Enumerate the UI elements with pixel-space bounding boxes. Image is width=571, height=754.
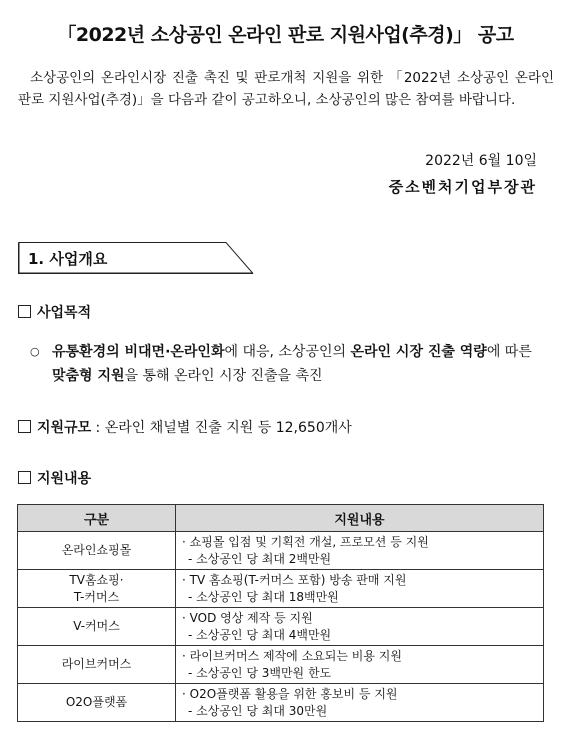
row-category: 온라인쇼핑몰: [18, 532, 176, 570]
header-content: 지원내용: [176, 505, 544, 532]
table-header-row: [18, 505, 544, 532]
checkbox-square-icon: [18, 305, 31, 318]
checkbox-square-icon: [18, 471, 31, 484]
support-table: [17, 504, 544, 722]
scale-heading: 지원규모 : 온라인 채널별 진출 지원 등 12,650개사: [18, 417, 352, 437]
table-row: [18, 532, 544, 570]
announcement-date: 2022년 6월 10일: [425, 153, 537, 169]
table-row: [18, 646, 544, 684]
row-description: · O2O플랫폼 활용을 위한 홍보비 등 지원 - 소상공인 당 최대 30만원: [176, 684, 544, 722]
row-description: · 쇼핑몰 입점 및 기획전 개설, 프로모션 등 지원 - 소상공인 당 최대 2백만원: [176, 532, 544, 570]
row-category: V-커머스: [18, 608, 176, 646]
row-description: · 라이브커머스 제작에 소요되는 비용 지원 - 소상공인 당 3백만원 한도: [176, 646, 544, 684]
scale-text: : 온라인 채널별 진출 지원 등 12,650개사: [91, 420, 352, 436]
checkbox-square-icon: [18, 420, 31, 433]
purpose-bullet: ○ 유통환경의 비대면·온라인화에 대응, 소상공인의 온라인 시장 진출 역량에 따른 맞춤형 지원을 통해 온라인 시장 진출을 촉진: [30, 340, 550, 388]
header-category: 구분: [18, 505, 176, 532]
page-title: 「2022년 소상공인 온라인 판로 지원사업(추경)」 공고: [57, 24, 514, 46]
intro-paragraph: 소상공인의 온라인시장 진출 촉진 및 판로개척 지원을 위한 「2022년 소상공인 온라인 판로 지원사업(추경)」을 다음과 같이 공고하오니, 소상공인의 많은 참여를 바랍니다.: [18, 70, 554, 108]
row-description: · VOD 영상 제작 등 지원 - 소상공인 당 최대 4백만원: [176, 608, 544, 646]
table-row: [18, 570, 544, 608]
row-category: TV홈쇼핑· T-커머스: [18, 570, 176, 608]
section-header: [18, 242, 254, 274]
section-title: 1. 사업개요: [28, 250, 108, 268]
content-heading: 지원내용: [18, 468, 91, 488]
table-row: [18, 684, 544, 722]
purpose-heading: 사업목적: [18, 302, 91, 322]
table-row: [18, 608, 544, 646]
row-category: O2O플랫폼: [18, 684, 176, 722]
row-category: 라이브커머스: [18, 646, 176, 684]
circle-bullet-icon: ○: [30, 345, 40, 358]
issuing-organization: 중소벤처기업부장관: [388, 178, 537, 196]
row-description: · TV 홈쇼핑(T-커머스 포함) 방송 판매 지원 - 소상공인 당 최대 18백만원: [176, 570, 544, 608]
